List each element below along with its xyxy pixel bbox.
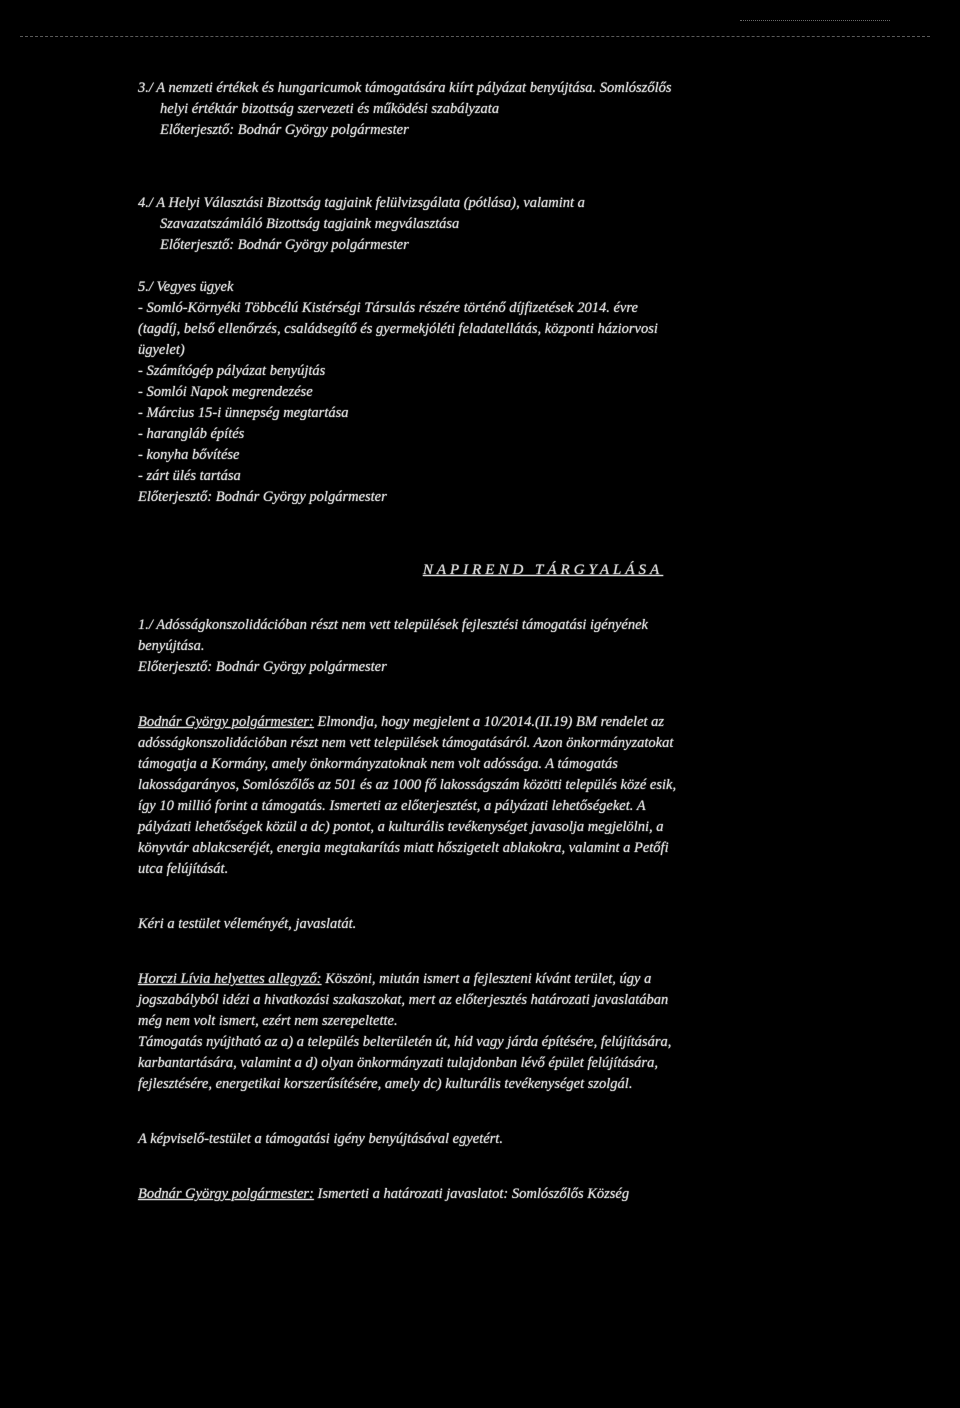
paragraph-line: könyvtár ablakcseréjét, energia megtakarítás miatt hőszigetelt ablakokra, valamint a Petőfi xyxy=(138,840,669,856)
discussion-item-1 xyxy=(138,615,898,678)
presenter-line: Előterjesztő: Bodnár György polgármester xyxy=(138,489,387,505)
paragraph-line: még nem volt ismert, ezért nem szerepeltette. xyxy=(138,1013,398,1029)
scan-artifact-line xyxy=(20,36,930,37)
agenda-subitem: - zárt ülés tartása xyxy=(138,468,241,484)
scan-artifact-line xyxy=(740,20,890,21)
decision-line: A képviselő-testület a támogatási igény benyújtásával egyetért. xyxy=(138,1131,503,1147)
agenda-subitem: - Március 15-i ünnepség megtartása xyxy=(138,405,349,421)
paragraph-line: pályázati lehetőségek közül a dc) pontot, a kulturális tevékenységet javasolja megjelölni, a xyxy=(138,819,664,835)
agenda-subitem: (tagdíj, belső ellenőrzés, családsegítő és gyermekjóléti feladatellátás, központi háziorvosi xyxy=(138,321,658,337)
discussion-title: benyújtása. xyxy=(138,638,205,654)
presenter-line: Előterjesztő: Bodnár György polgármester xyxy=(138,659,387,675)
agenda-item-3 xyxy=(138,78,898,141)
speaker-name: Bodnár György polgármester: xyxy=(138,714,314,730)
section-heading: NAPIREND TÁRGYALÁSA xyxy=(422,562,664,578)
paragraph-text: Köszöni, miután ismert a fejleszteni kívánt terület, úgy a xyxy=(321,971,652,987)
paragraph-line: fejlesztésére, energetikai korszerűsítésére, amely dc) kulturális tevékenységet szolgál. xyxy=(138,1076,633,1092)
agenda-subitem: - Számítógép pályázat benyújtás xyxy=(138,363,326,379)
agenda-subitem: ügyelet) xyxy=(138,342,185,358)
agenda-item-4 xyxy=(138,193,898,256)
paragraph-line: támogatja a Kormány, amely önkormányzatoknak nem volt adóssága. A támogatás xyxy=(138,756,618,772)
paragraph-line: lakosságarányos, Somlószőlős az 501 és az 1000 fő lakosságszám közötti település közé esik, xyxy=(138,777,677,793)
agenda-line: 3./ A nemzeti értékek és hungaricumok támogatására kiírt pályázat benyújtása. Somlószőlős xyxy=(138,80,672,96)
agenda-subitem: - Somló-Környéki Többcélú Kistérségi Társulás részére történő díjfizetések 2014. évre xyxy=(138,300,638,316)
agenda-subitem: - konyha bővítése xyxy=(138,447,240,463)
request-line: Kéri a testület véleményét, javaslatát. xyxy=(138,916,357,932)
discussion-title: 1./ Adósságkonszolidációban részt nem vett települések fejlesztési támogatási igényének xyxy=(138,617,648,633)
agenda-item-5 xyxy=(138,277,898,508)
agenda-line: helyi értéktár bizottság szervezeti és működési szabályzata xyxy=(160,101,500,117)
agenda-subitem: - Somlói Napok megrendezése xyxy=(138,384,313,400)
paragraph-line: jogszabályból idézi a hivatkozási szakaszokat, mert az előterjesztés határozati javaslatában xyxy=(138,992,669,1008)
speaker-paragraph-2 xyxy=(138,969,898,1095)
agenda-line: 4./ A Helyi Választási Bizottság tagjaink felülvizsgálata (pótlása), valamint a xyxy=(138,195,585,211)
speaker-name: Bodnár György polgármester: xyxy=(138,1186,314,1202)
speaker-name: Horczi Lívia helyettes allegyző: xyxy=(138,971,322,987)
paragraph-line: karbantartására, valamint a d) olyan önkormányzati tulajdonban lévő épület felújítására, xyxy=(138,1055,658,1071)
presenter-line: Előterjesztő: Bodnár György polgármester xyxy=(160,122,409,138)
paragraph-line: Támogatás nyújtható az a) a település belterületén út, híd vagy járda építésére, felújítására, xyxy=(138,1034,672,1050)
agenda-line: Szavazatszámláló Bizottság tagjaink megválasztása xyxy=(160,216,460,232)
agenda-item-title: 5./ Vegyes ügyek xyxy=(138,279,234,295)
paragraph-line: így 10 millió forint a támogatás. Ismerteti az előterjesztést, a pályázati lehetőségeket. A xyxy=(138,798,646,814)
paragraph-line: utca felújítását. xyxy=(138,861,229,877)
agenda-subitem: - harangláb építés xyxy=(138,426,245,442)
document-body xyxy=(138,78,898,1205)
paragraph-line: adósságkonszolidációban részt nem vett települések támogatásáról. Azon önkormányzatokat xyxy=(138,735,674,751)
paragraph-text: Elmondja, hogy megjelent a 10/2014.(II.19) BM rendelet az xyxy=(313,714,665,730)
speaker-paragraph-1 xyxy=(138,712,898,880)
paragraph-text: Ismerteti a határozati javaslatot: Somlószőlős Község xyxy=(313,1186,630,1202)
presenter-line: Előterjesztő: Bodnár György polgármester xyxy=(160,237,409,253)
speaker-paragraph-3 xyxy=(138,1184,898,1205)
